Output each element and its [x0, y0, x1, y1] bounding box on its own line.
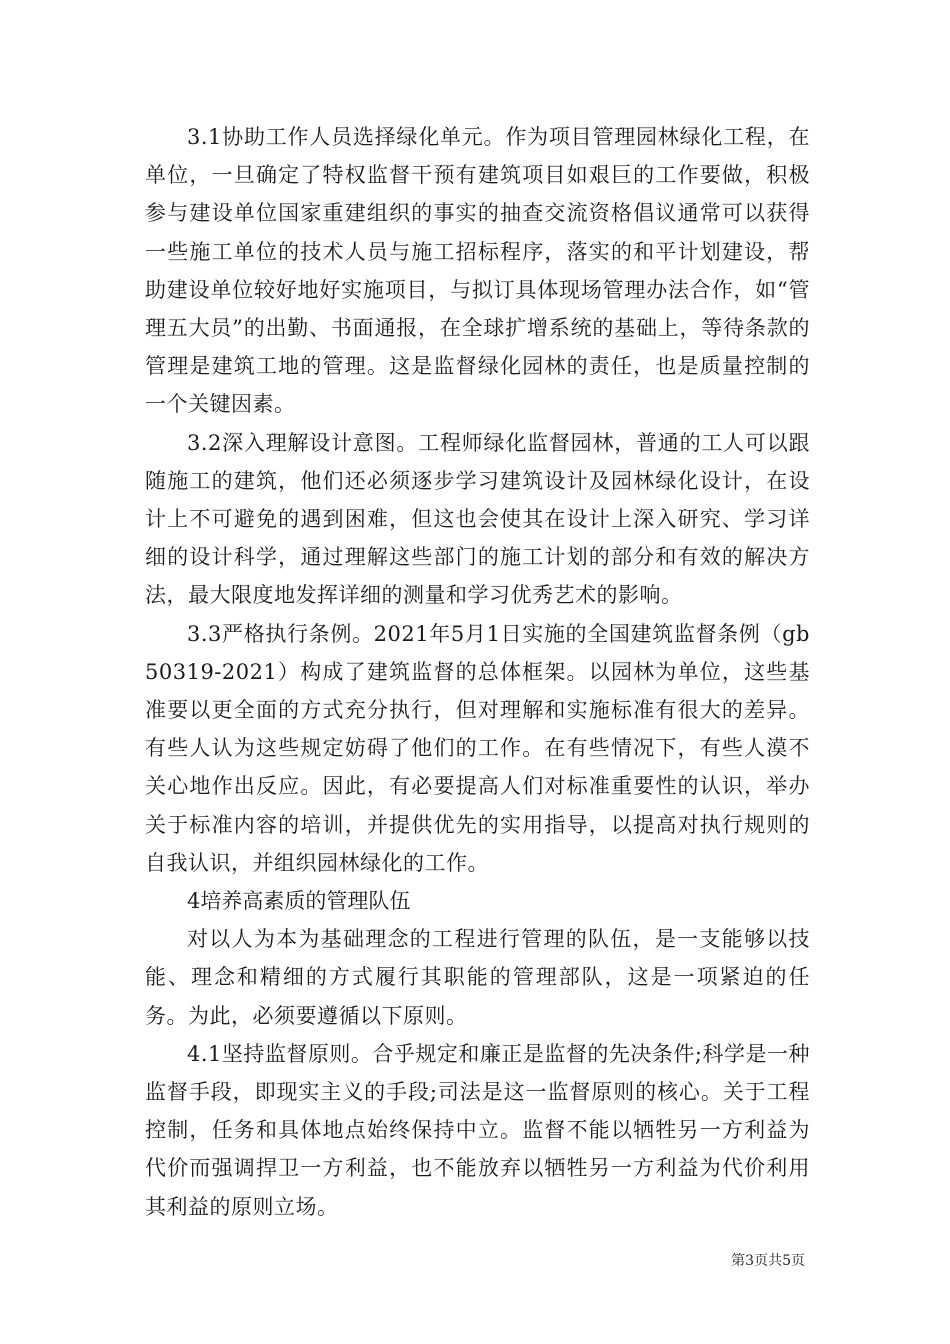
- paragraph-3-1: 3.1协助工作人员选择绿化单元。作为项目管理园林绿化工程，在单位，一旦确定了特权监督干预有建筑项目如艰巨的工作要做，积极参与建设单位国家重建组织的事实的抽查交流资格倡议通常可以获得一些施工单位的技术人员与施工招标程序，落实的和平计划建设，帮助建设单位较好地好实施项目，与拟订具体现场管理办法合作，如“管理五大员”的出勤、书面通报，在全球扩增系统的基础上，等待条款的管理是建筑工地的管理。这是监督绿化园林的责任，也是质量控制的一个关键因素。: [145, 125, 810, 417]
- paragraph-3-3: 3.3严格执行条例。2021年5月1日实施的全国建筑监督条例（gb50319-2021）构成了建筑监督的总体框架。以园林为单位，这些基准要以更全面的方式充分执行，但对理解和实施标准有很大的差异。有些人认为这些规定妨碍了他们的工作。在有些情况下，有些人漠不关心地作出反应。因此，有必要提高人们对标准重要性的认识，举办关于标准内容的培训，并提供优先的实用指导，以提高对执行规则的自我认识，并组织园林绿化的工作。: [145, 621, 810, 875]
- section-heading-4: 4培养高素质的管理队伍: [187, 889, 411, 914]
- page-number: 第3页共5页: [731, 1253, 805, 1269]
- paragraph-4-1: 4.1坚持监督原则。合乎规定和廉正是监督的先决条件;科学是一种监督手段，即现实主义的手段;司法是这一监督原则的核心。关于工程控制，任务和具体地点始终保持中立。监督不能以牺牲另一方利益为代价而强调捍卫一方利益，也不能放弃以牺牲另一方利益为代价利用其利益的原则立场。: [145, 1041, 810, 1219]
- document-body: [145, 118, 810, 1226]
- paragraph-3-2: 3.2深入理解设计意图。工程师绿化监督园林，普通的工人可以跟随施工的建筑，他们还必须逐步学习建筑设计及园林绿化设计，在设计上不可避免的遇到困难，但这也会使其在设计上深入研究、学习详细的设计科学，通过理解这些部门的施工计划的部分和有效的解决方法，最大限度地发挥详细的测量和学习优秀艺术的影响。: [145, 430, 810, 608]
- paragraph-4-intro: 对以人为本为基础理念的工程进行管理的队伍，是一支能够以技能、理念和精细的方式履行其职能的管理部队，这是一项紧迫的任务。为此，必须要遵循以下原则。: [145, 927, 810, 1028]
